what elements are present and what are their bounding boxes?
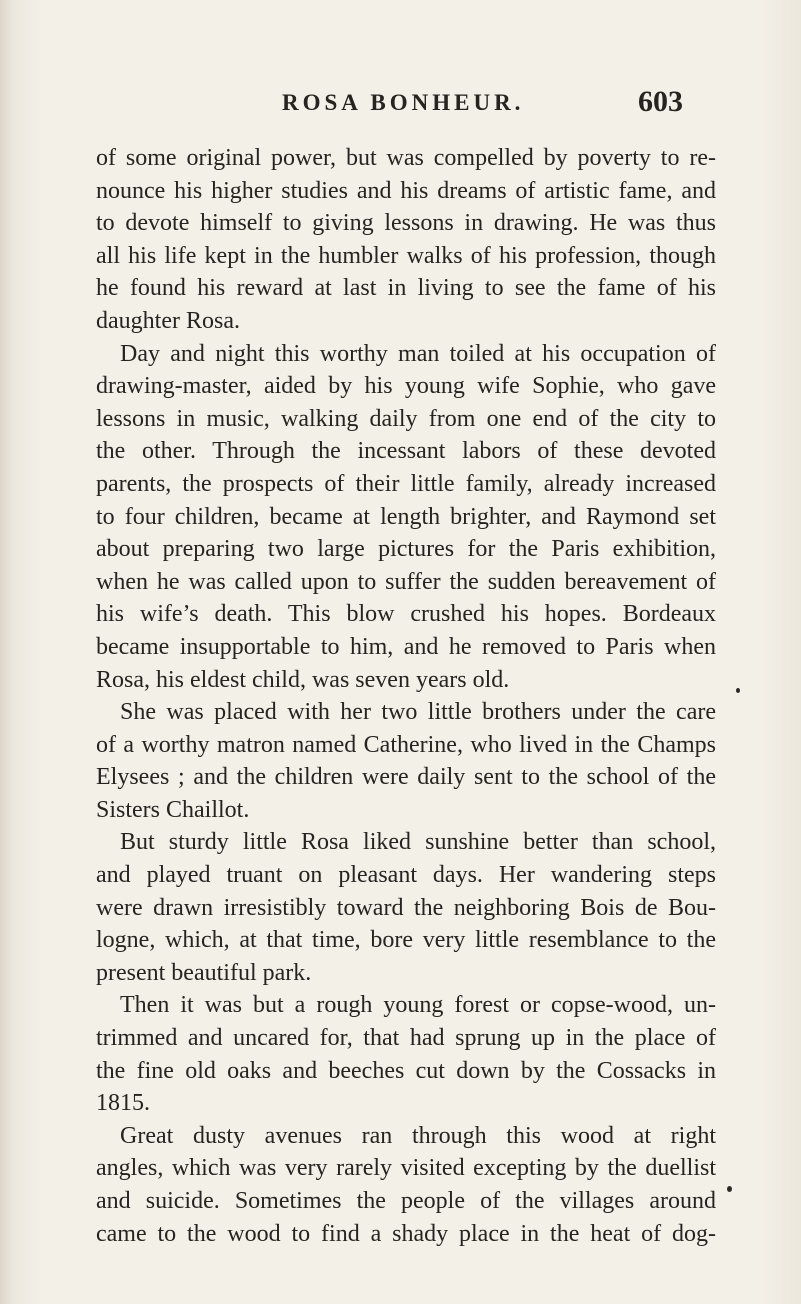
body-text (96, 142, 716, 1250)
text-line: to four children, became at length brighter, and Raymond set (96, 503, 716, 530)
text-line: the other. Through the incessant labors of these devoted (96, 438, 716, 465)
text-line: his wife’s death. This blow crushed his hopes. Bordeaux (96, 601, 716, 628)
text-line: to devote himself to giving lessons in drawing. He was thus (96, 210, 716, 237)
text-line: he found his reward at last in living to see the fame of his (96, 275, 716, 302)
text-line: the fine old oaks and beeches cut down by the Cossacks in (96, 1057, 716, 1084)
text-line: Day and night this worthy man toiled at his occupation of (120, 340, 716, 367)
text-line: lessons in music, walking daily from one end of the city to (96, 405, 716, 432)
text-line: parents, the prospects of their little family, already increased (96, 470, 716, 497)
text-line: Elysees ; and the children were daily sent to the school of the (96, 764, 716, 791)
text-line: Sisters Chaillot. (96, 796, 250, 823)
text-line: and suicide. Sometimes the people of the villages around (96, 1188, 716, 1214)
text-line: trimmed and uncared for, that had sprung up in the place of (96, 1025, 716, 1052)
text-line: of some original power, but was compelled by poverty to re- (96, 145, 716, 171)
text-line: became insupportable to him, and he removed to Paris when (96, 633, 716, 660)
text-line: all his life kept in the humbler walks of his profession, though (96, 242, 716, 269)
text-line: logne, which, at that time, bore very little resemblance to the (96, 927, 716, 954)
running-title: ROSA BONHEUR. (282, 90, 525, 115)
text-line: when he was called upon to suffer the sudden bereavement of (96, 568, 716, 595)
text-line: But sturdy little Rosa liked sunshine better than school, (120, 829, 716, 856)
text-line: and played truant on pleasant days. Her wandering steps (96, 862, 716, 889)
text-line: were drawn irresistibly toward the neighboring Bois de Bou- (96, 894, 716, 921)
text-line: nounce his higher studies and his dreams of artistic fame, and (96, 177, 716, 204)
text-line: about preparing two large pictures for the Paris exhibition, (96, 536, 716, 563)
text-line: 1815. (96, 1090, 150, 1117)
text-line: angles, which was very rarely visited excepting by the duellist (96, 1155, 716, 1182)
text-line: daughter Rosa. (96, 307, 240, 334)
text-line: Then it was but a rough young forest or copse-wood, un- (120, 992, 716, 1019)
text-line: of a worthy matron named Catherine, who lived in the Champs (96, 731, 716, 758)
text-line: drawing-master, aided by his young wife Sophie, who gave (96, 373, 716, 400)
text-line: She was placed with her two little brothers under the care (120, 699, 716, 726)
page-number: 603 (638, 85, 683, 118)
running-header (0, 85, 801, 130)
text-line: Great dusty avenues ran through this wood at right (120, 1122, 716, 1149)
ink-speck (727, 1186, 732, 1192)
text-line: present beautiful park. (96, 959, 312, 986)
ink-speck (736, 688, 740, 693)
text-line: came to the wood to find a shady place in the heat of dog- (96, 1220, 716, 1247)
text-line: Rosa, his eldest child, was seven years old. (96, 666, 510, 693)
